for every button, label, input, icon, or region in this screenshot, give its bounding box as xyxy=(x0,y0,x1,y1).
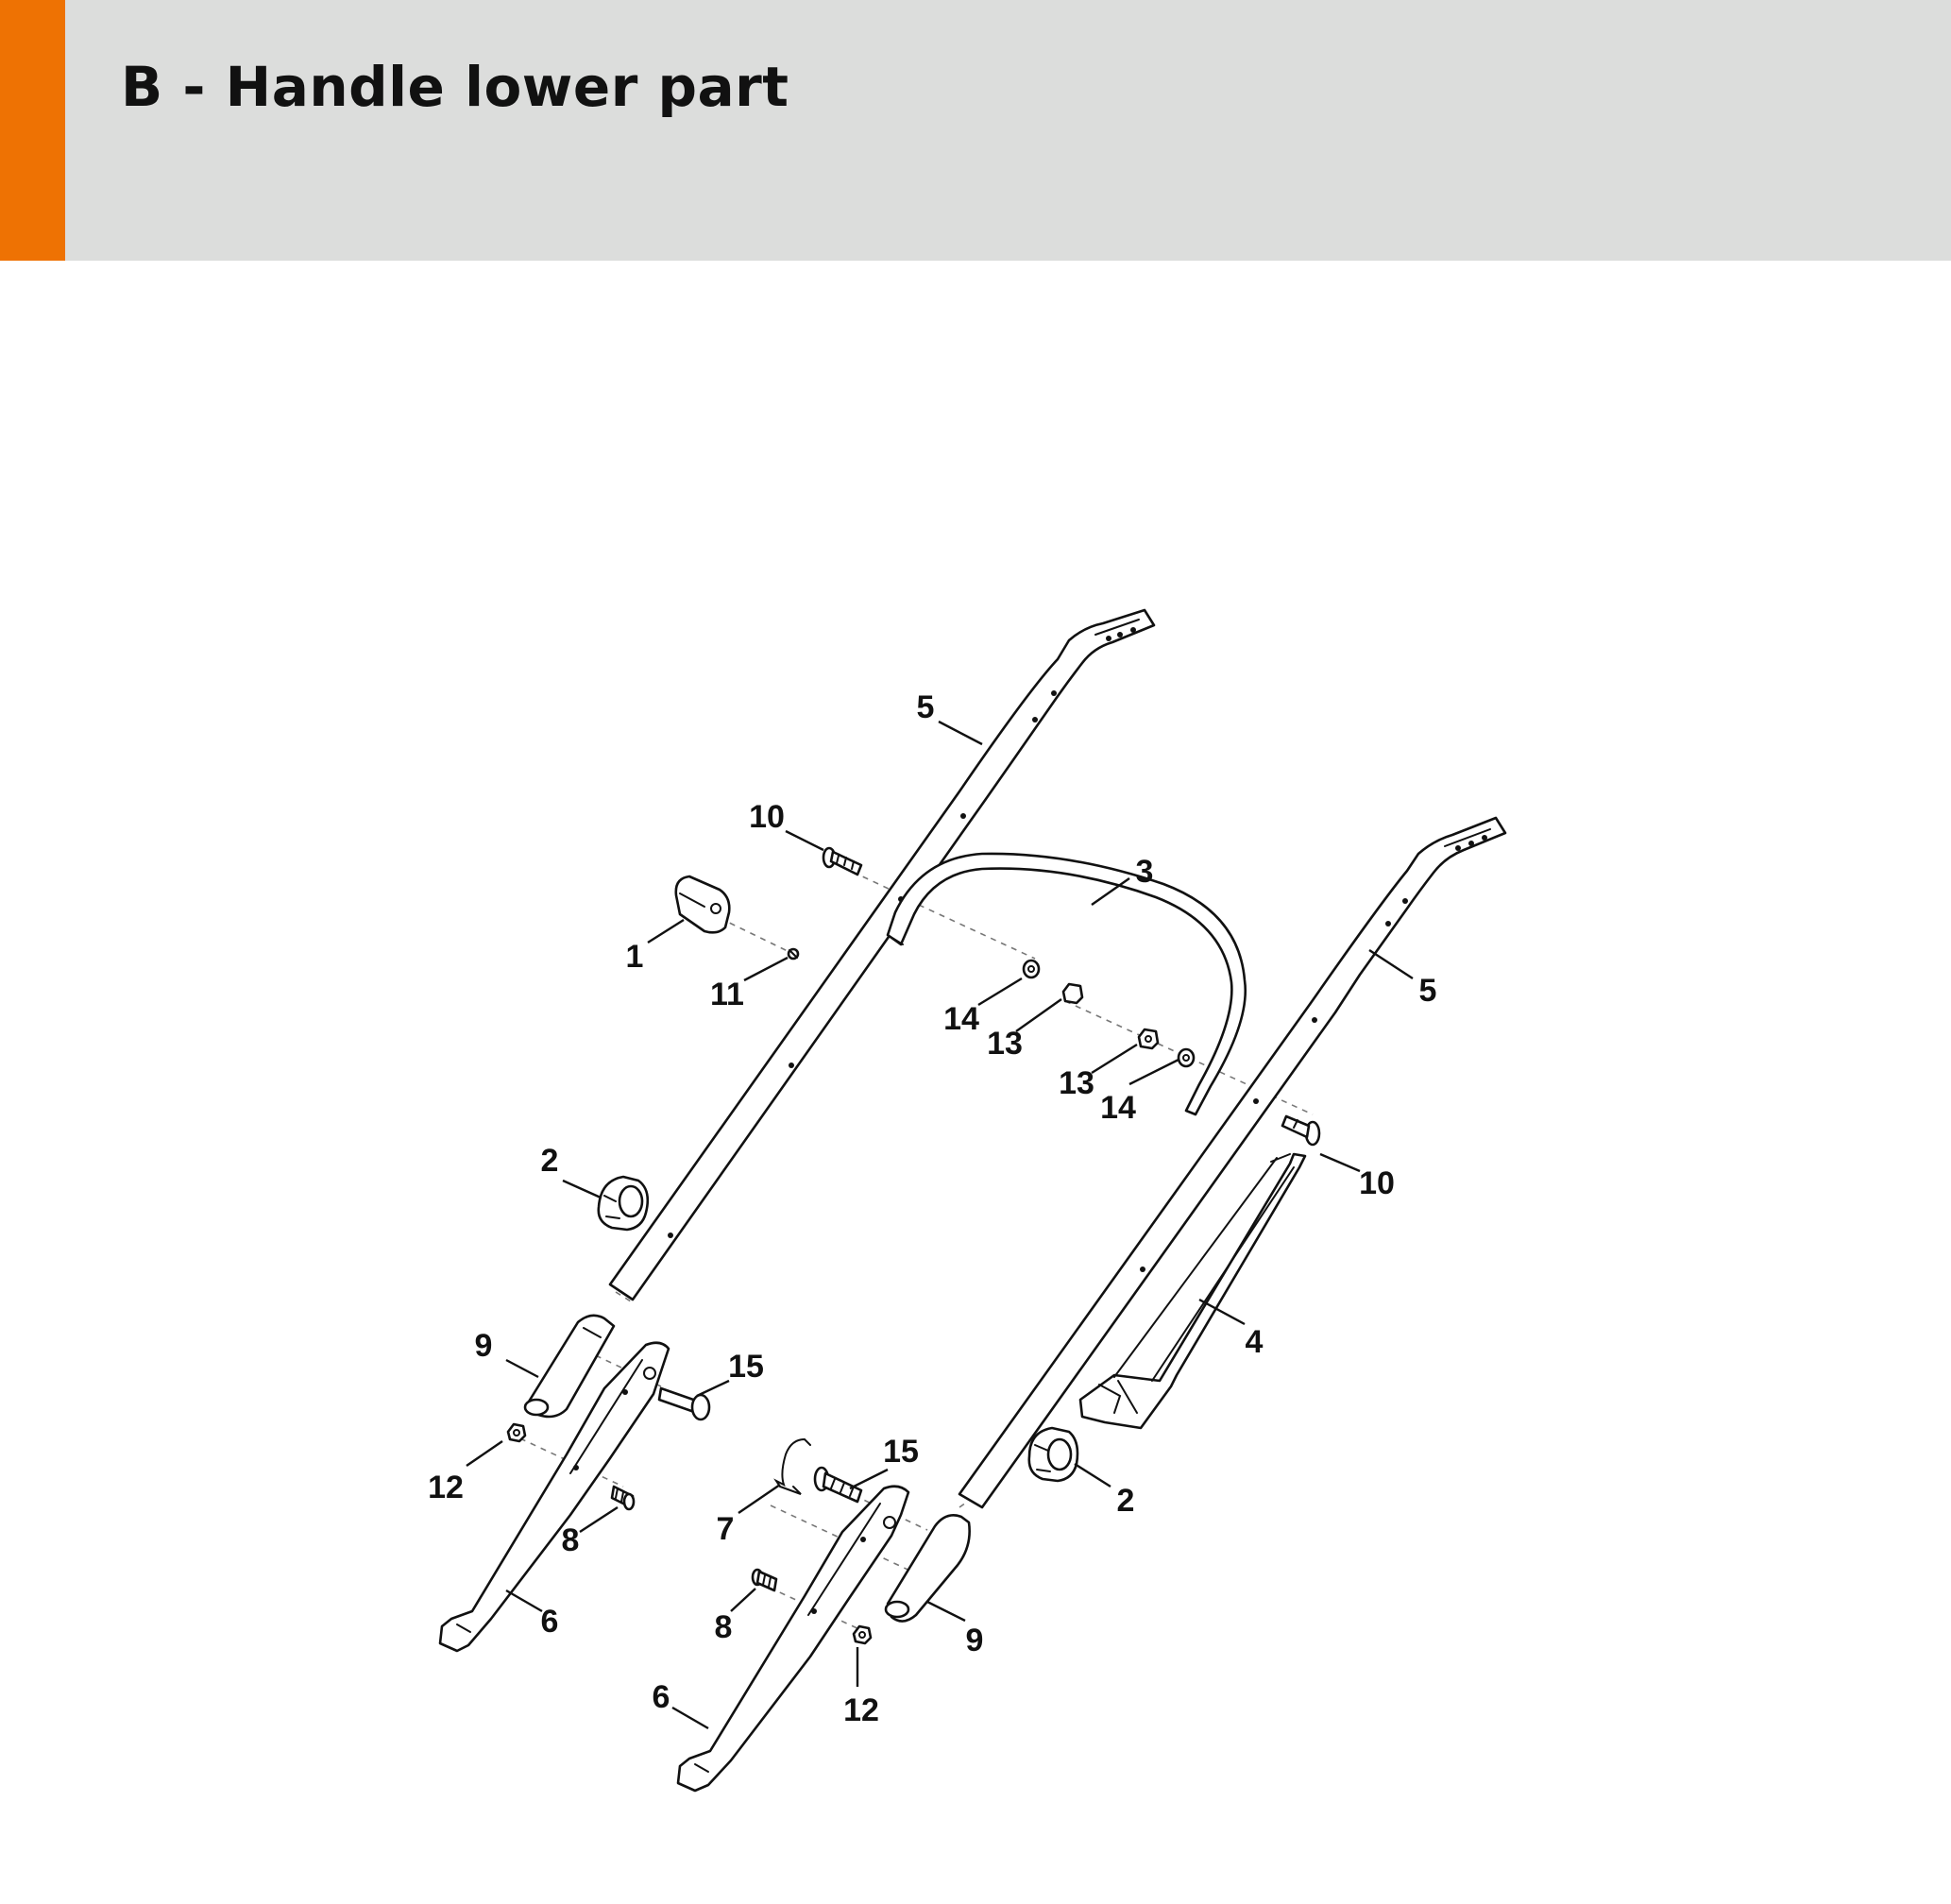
nut-lower xyxy=(1139,1029,1158,1048)
callout-1: 1 xyxy=(625,939,644,975)
callout-12: 12 xyxy=(843,1692,879,1728)
callout-2: 2 xyxy=(540,1143,559,1179)
spring-clip xyxy=(776,1439,810,1494)
callout-15: 15 xyxy=(883,1434,919,1470)
callout-5: 5 xyxy=(1418,973,1437,1009)
callout-12: 12 xyxy=(428,1470,464,1505)
nut-upper xyxy=(1063,984,1082,1003)
screw-right xyxy=(753,1570,776,1590)
callout-2: 2 xyxy=(1116,1483,1135,1519)
lower-bracket-right xyxy=(678,1487,908,1791)
assembly-axes xyxy=(510,867,1313,1630)
small-screw xyxy=(789,949,798,959)
nut-12-right xyxy=(854,1626,871,1643)
callout-10: 10 xyxy=(749,799,785,835)
washer-upper xyxy=(1024,960,1039,978)
callout-13: 13 xyxy=(987,1026,1023,1062)
callout-9: 9 xyxy=(474,1328,493,1364)
callout-10: 10 xyxy=(1359,1165,1395,1201)
callout-14: 14 xyxy=(943,1001,979,1037)
bolt-right xyxy=(1282,1116,1319,1145)
callout-14: 14 xyxy=(1100,1090,1136,1126)
screw-left xyxy=(612,1487,634,1509)
callout-13: 13 xyxy=(1059,1065,1094,1101)
callout-9: 9 xyxy=(965,1623,984,1658)
callout-15: 15 xyxy=(728,1349,764,1385)
knob-left xyxy=(599,1177,648,1230)
knob-right xyxy=(1029,1428,1077,1481)
callout-8: 8 xyxy=(561,1522,580,1558)
callout-6: 6 xyxy=(652,1679,670,1715)
handle-tube-right xyxy=(959,818,1505,1507)
nut-12-left xyxy=(508,1424,525,1441)
handle-tube-left xyxy=(610,610,1154,1300)
callout-7: 7 xyxy=(716,1511,735,1547)
washer-lower xyxy=(1179,1049,1194,1066)
callout-11: 11 xyxy=(710,977,744,1012)
callout-5: 5 xyxy=(916,689,935,725)
callout-3: 3 xyxy=(1135,854,1154,890)
bolt-upper-left xyxy=(823,848,861,875)
clamp-part xyxy=(676,876,730,932)
sleeve-right xyxy=(886,1515,970,1621)
callout-8: 8 xyxy=(714,1609,733,1645)
page-title: B - Handle lower part xyxy=(121,55,789,119)
pin-right xyxy=(815,1468,861,1502)
callout-6: 6 xyxy=(540,1604,559,1640)
callout-4: 4 xyxy=(1245,1324,1264,1360)
